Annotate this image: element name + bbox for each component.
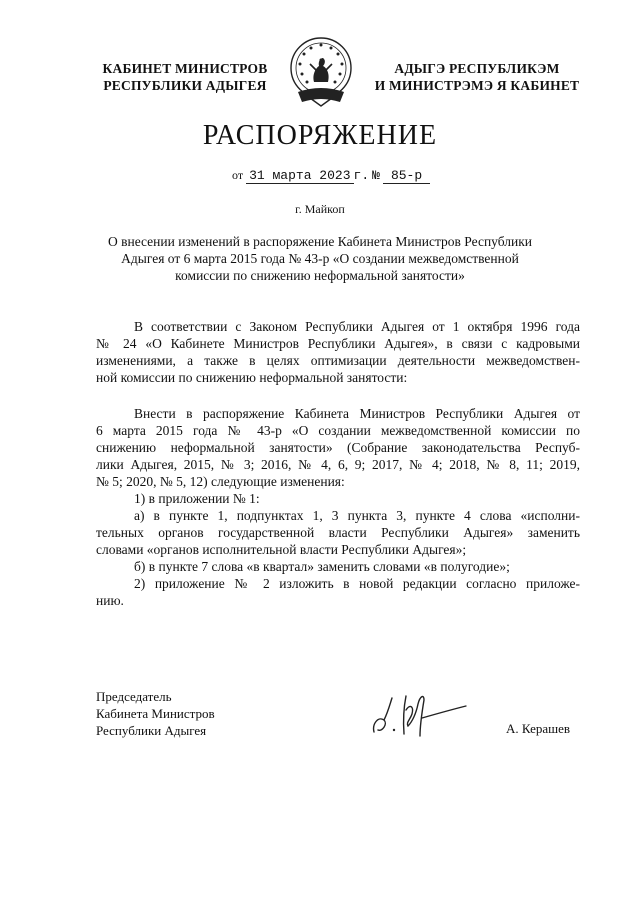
paragraph-preamble (96, 318, 580, 386)
header-right-line-1: АДЫГЭ РЕСПУБЛИКЭМ (394, 61, 560, 76)
item-2-line: нию. (96, 593, 124, 608)
city: г. Майкоп (295, 202, 345, 216)
position-line: Республики Адыгея (96, 723, 207, 738)
header-right-line-2: И МИНИСТРЭМЭ Я КАБИНЕТ (374, 78, 580, 93)
subject-line: комиссии по снижению неформальной занятости» (175, 268, 465, 283)
paragraph-line: Внести в распоряжение Кабинета Министров Республики Адыгея от (134, 406, 580, 421)
document-number: 85-р (383, 168, 430, 184)
subject-line: О внесении изменений в распоряжение Кабинета Министров Республики (107, 234, 533, 249)
signatory-position (96, 688, 215, 739)
item-a-line: а) в пункте 1, подпунктах 1, 3 пункта 3, пункте 4 слова «исполни- (134, 508, 580, 523)
item-a-line: словами «органов исполнительной власти Республики Адыгея»; (96, 542, 467, 557)
coat-of-arms-emblem-icon (286, 34, 356, 112)
date-line (232, 168, 472, 184)
signatory-name: А. Керашев (506, 721, 571, 736)
paragraph-line: № 5; 2020, № 5, 12) следующие изменения: (96, 474, 345, 489)
item-1: 1) в приложении № 1: (134, 491, 260, 506)
paragraph-line: 6 марта 2015 года № 43-р «О создании межведомственной комиссии по (96, 423, 580, 438)
document-title: РАСПОРЯЖЕНИЕ (202, 120, 438, 151)
header-left-line-2: РЕСПУБЛИКИ АДЫГЕЯ (103, 78, 267, 93)
number-label: № (372, 168, 380, 183)
paragraph-line: № 24 «О Кабинете Министров Республики Адыгея», в связи с кадровыми (96, 336, 580, 351)
paragraph-main (96, 405, 580, 609)
paragraph-line: лики Адыгея, 2015, № 3; 2016, № 4, 6, 9; 2017, № 4; 2018, № 8, 11; 2019, (96, 457, 580, 472)
document-date: 31 марта 2023 (246, 168, 353, 184)
year-suffix: г. (353, 168, 370, 183)
header-left (100, 60, 270, 94)
position-line: Кабинета Министров (96, 706, 215, 721)
handwritten-signature-icon (370, 690, 470, 740)
paragraph-line: изменениями, а также в целях оптимизации деятельности межведомствен- (96, 353, 580, 368)
paragraph-line: В соответствии с Законом Республики Адыгея от 1 октября 1996 года (134, 319, 580, 334)
item-a-line: тельных органов государственной власти Республики Адыгея» заменить (96, 525, 580, 540)
paragraph-line: снижению неформальной занятости» (Собрание законодательства Респуб- (96, 440, 580, 455)
item-2-line: 2) приложение № 2 изложить в новой редакции согласно приложе- (134, 576, 580, 591)
date-prefix: от (232, 168, 244, 182)
item-b: б) в пункте 7 слова «в квартал» заменить словами «в полугодие»; (134, 559, 510, 574)
position-line: Председатель (96, 689, 172, 704)
subject-line: Адыгея от 6 марта 2015 года № 43-р «О создании межведомственной (121, 251, 519, 266)
header-left-line-1: КАБИНЕТ МИНИСТРОВ (102, 61, 268, 76)
document-subject (60, 233, 580, 284)
header-right (372, 60, 582, 94)
paragraph-line: ной комиссии по снижению неформальной занятости: (96, 370, 408, 385)
